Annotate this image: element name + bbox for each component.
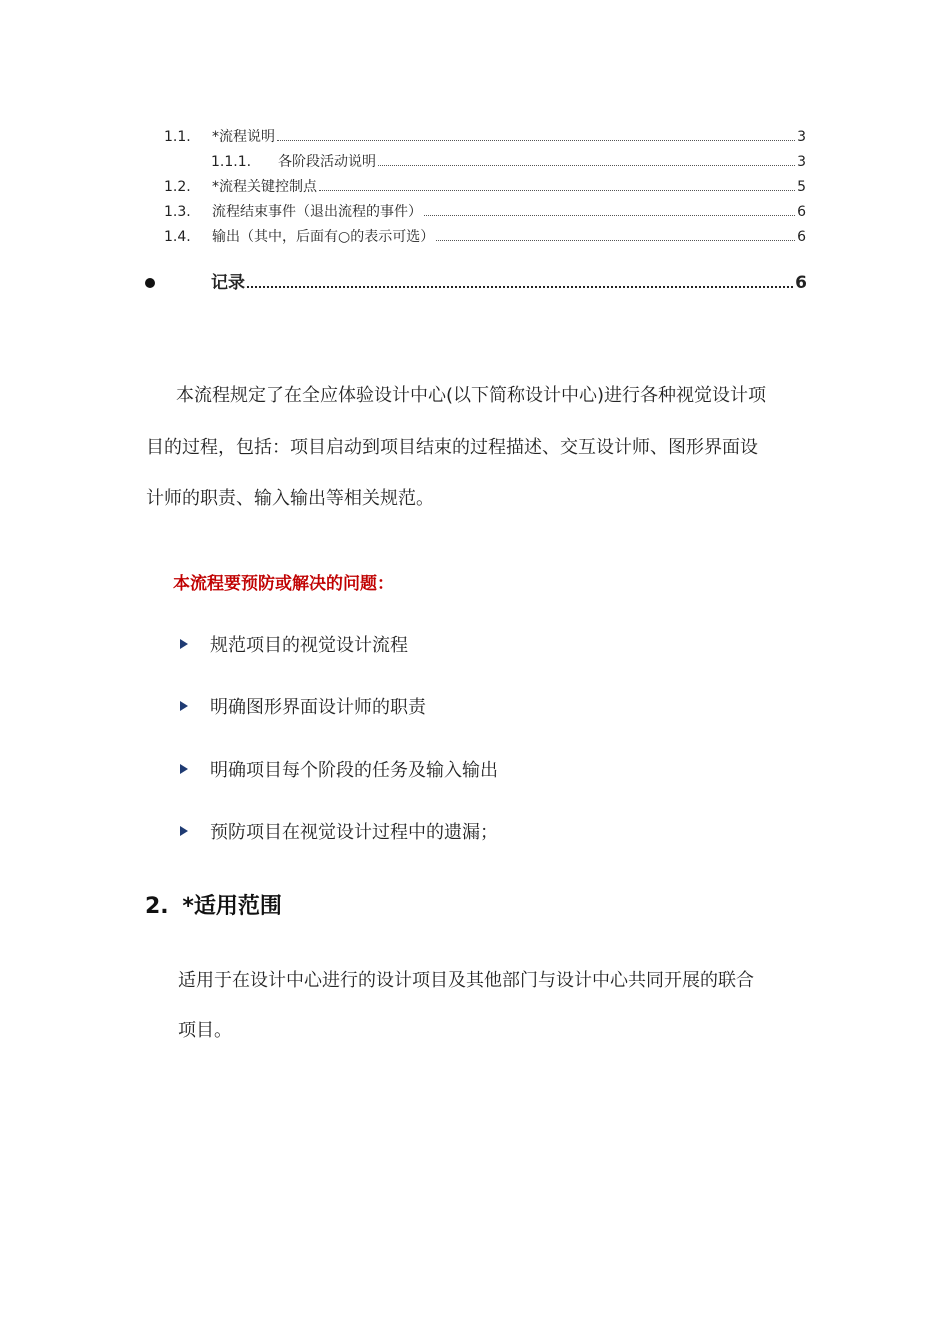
toc-number: 1.1.: [164, 129, 191, 145]
toc-leader-dots: [378, 164, 795, 166]
toc-leader-dots: [436, 239, 795, 241]
toc-page-number: 6: [795, 273, 807, 293]
list-item: [180, 631, 408, 657]
toc-entry-record[interactable]: [211, 272, 807, 294]
triangle-bullet-icon: [180, 701, 188, 711]
scope-line-2: 项目。: [178, 1020, 232, 1041]
bullet-dot-icon: [145, 278, 155, 288]
toc-entry-1-4[interactable]: [164, 228, 806, 246]
toc-number: 1.2.: [164, 179, 191, 195]
list-item: [180, 693, 426, 719]
triangle-bullet-icon: [180, 764, 188, 774]
toc-entry-1-1-1[interactable]: [211, 153, 806, 171]
toc-title: *流程说明: [212, 129, 275, 145]
toc-title: *流程关键控制点: [212, 179, 317, 195]
scope-line-1: 适用于在设计中心进行的设计项目及其他部门与设计中心共同开展的联合: [178, 970, 754, 991]
list-item: [180, 818, 498, 844]
list-item-text: 明确图形界面设计师的职责: [210, 697, 426, 718]
toc-page-number: 5: [797, 179, 806, 195]
toc-page-number: 6: [797, 229, 806, 245]
list-item-text: 规范项目的视觉设计流程: [210, 635, 408, 656]
intro-line-3: 计师的职责、输入输出等相关规范。: [146, 488, 434, 509]
toc-number: 1.3.: [164, 204, 191, 220]
list-item: [180, 756, 498, 782]
toc-page-number: 3: [797, 129, 806, 145]
toc-page-number: 3: [797, 154, 806, 170]
toc-page-number: 6: [797, 204, 806, 220]
section-number: 2.: [145, 894, 169, 919]
toc-title: 流程结束事件（退出流程的事件）: [212, 204, 422, 220]
list-item-text: 预防项目在视觉设计过程中的遗漏；: [210, 822, 498, 843]
toc-entry-1-3[interactable]: [164, 203, 806, 221]
toc-title: 各阶段活动说明: [278, 154, 376, 170]
section-title: *适用范围: [182, 894, 282, 919]
toc-leader-dots: [277, 139, 795, 141]
toc-leader-dots: [247, 285, 793, 288]
intro-line-2: 目的过程，包括：项目启动到项目结束的过程描述、交互设计师、图形界面设: [146, 437, 758, 458]
triangle-bullet-icon: [180, 826, 188, 836]
toc-entry-1-2[interactable]: [164, 178, 806, 196]
section-heading: [145, 889, 282, 920]
intro-line-1: 本流程规定了在全应体验设计中心(以下简称设计中心)进行各种视觉设计项: [176, 385, 767, 406]
problems-heading: 本流程要预防或解决的问题：: [173, 574, 394, 594]
toc-leader-dots: [319, 189, 795, 191]
toc-entry-1-1[interactable]: [164, 128, 806, 146]
toc-title: 输出（其中，后面有○的表示可选）: [212, 229, 435, 245]
triangle-bullet-icon: [180, 639, 188, 649]
toc-leader-dots: [424, 214, 795, 216]
toc-number: 1.4.: [164, 229, 191, 245]
toc-title: 记录: [211, 273, 245, 293]
list-item-text: 明确项目每个阶段的任务及输入输出: [210, 760, 498, 781]
toc-number: 1.1.1.: [211, 154, 252, 170]
